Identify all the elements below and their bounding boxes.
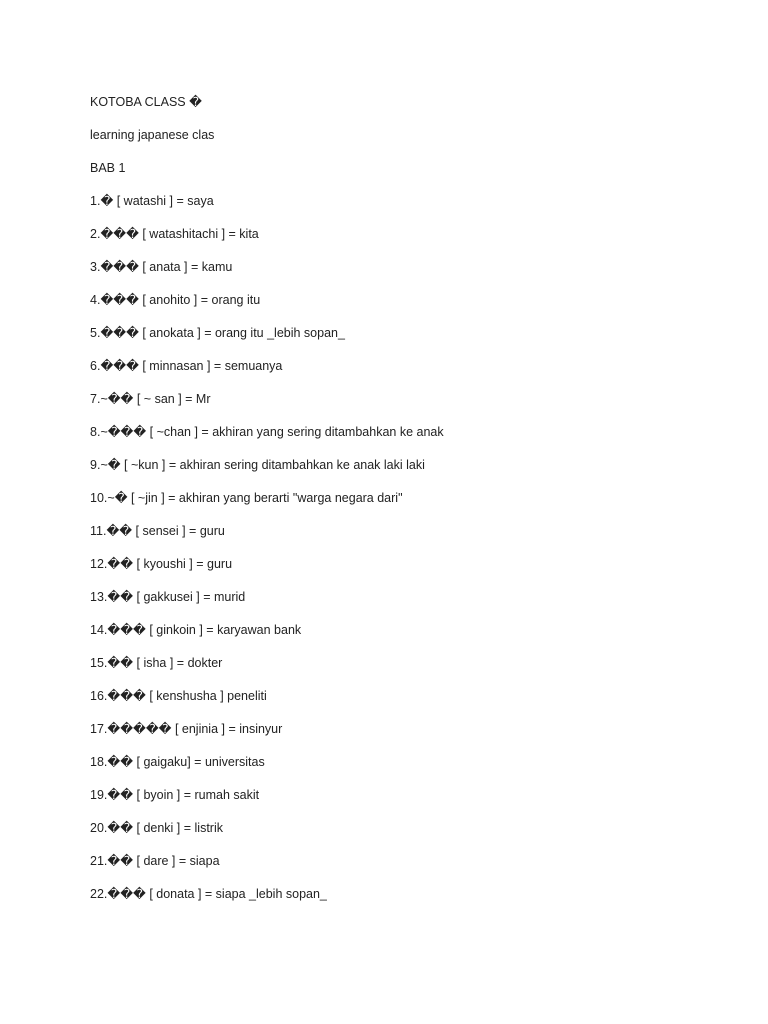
item-text: ��� [ ginkoin ] = karyawan bank bbox=[107, 623, 302, 637]
vocab-item bbox=[90, 191, 730, 224]
item-number: 10. bbox=[90, 491, 108, 505]
item-number: 17. bbox=[90, 722, 108, 736]
item-number: 2. bbox=[90, 227, 101, 241]
document-body bbox=[90, 92, 730, 917]
item-text: ~�� [ ~ san ] = Mr bbox=[100, 392, 211, 406]
item-text: �� [ sensei ] = guru bbox=[106, 524, 225, 538]
item-text: �� [ dare ] = siapa bbox=[107, 854, 220, 868]
vocab-item bbox=[90, 851, 730, 884]
item-text: ��� [ watashitachi ] = kita bbox=[100, 227, 259, 241]
item-number: 16. bbox=[90, 689, 108, 703]
vocab-item bbox=[90, 323, 730, 356]
item-text: �� [ kyoushi ] = guru bbox=[107, 557, 233, 571]
item-text: ��� [ anohito ] = orang itu bbox=[100, 293, 261, 307]
item-number: 3. bbox=[90, 260, 101, 274]
item-text: ~� [ ~jin ] = akhiran yang berarti "warga negara dari" bbox=[107, 491, 403, 505]
item-text: �� [ byoin ] = rumah sakit bbox=[107, 788, 260, 802]
vocab-item bbox=[90, 389, 730, 422]
item-number: 14. bbox=[90, 623, 108, 637]
item-text: ~� [ ~kun ] = akhiran sering ditambahkan ke anak laki laki bbox=[100, 458, 425, 472]
vocab-item bbox=[90, 224, 730, 257]
item-text: ~��� [ ~chan ] = akhiran yang sering ditambahkan ke anak bbox=[100, 425, 444, 439]
item-text: ��� [ minnasan ] = semuanya bbox=[100, 359, 283, 373]
item-text: � [ watashi ] = saya bbox=[100, 194, 214, 208]
vocab-item bbox=[90, 422, 730, 455]
item-text: ��� [ donata ] = siapa _lebih sopan_ bbox=[107, 887, 327, 901]
vocab-item bbox=[90, 719, 730, 752]
document-title: KOTOBA CLASS � bbox=[90, 95, 202, 109]
item-text: �� [ isha ] = dokter bbox=[107, 656, 223, 670]
item-number: 20. bbox=[90, 821, 108, 835]
vocab-item bbox=[90, 653, 730, 686]
vocab-item bbox=[90, 290, 730, 323]
item-number: 22. bbox=[90, 887, 108, 901]
item-number: 21. bbox=[90, 854, 108, 868]
vocab-item bbox=[90, 356, 730, 389]
item-number: 8. bbox=[90, 425, 101, 439]
item-text: �� [ denki ] = listrik bbox=[107, 821, 223, 835]
vocab-item bbox=[90, 752, 730, 785]
section-heading: BAB 1 bbox=[90, 161, 126, 175]
item-number: 7. bbox=[90, 392, 101, 406]
item-number: 12. bbox=[90, 557, 108, 571]
item-number: 19. bbox=[90, 788, 108, 802]
item-number: 11. bbox=[90, 524, 107, 538]
item-text: �� [ gaigaku] = universitas bbox=[107, 755, 265, 769]
vocab-item bbox=[90, 521, 730, 554]
item-text: ����� [ enjinia ] = insinyur bbox=[107, 722, 283, 736]
vocab-item bbox=[90, 884, 730, 917]
item-text: �� [ gakkusei ] = murid bbox=[107, 590, 246, 604]
document-subtitle: learning japanese clas bbox=[90, 128, 215, 142]
item-number: 5. bbox=[90, 326, 101, 340]
item-number: 6. bbox=[90, 359, 101, 373]
vocab-item bbox=[90, 686, 730, 719]
vocab-item bbox=[90, 818, 730, 851]
vocab-item bbox=[90, 587, 730, 620]
item-number: 18. bbox=[90, 755, 108, 769]
item-number: 4. bbox=[90, 293, 101, 307]
vocab-item bbox=[90, 620, 730, 653]
vocab-item bbox=[90, 785, 730, 818]
item-number: 9. bbox=[90, 458, 101, 472]
item-number: 13. bbox=[90, 590, 108, 604]
item-number: 1. bbox=[90, 194, 101, 208]
item-number: 15. bbox=[90, 656, 108, 670]
vocab-item bbox=[90, 455, 730, 488]
vocab-item bbox=[90, 257, 730, 290]
item-text: ��� [ anata ] = kamu bbox=[100, 260, 233, 274]
item-text: ��� [ anokata ] = orang itu _lebih sopan_ bbox=[100, 326, 345, 340]
vocab-item bbox=[90, 554, 730, 587]
vocab-item bbox=[90, 488, 730, 521]
item-text: ��� [ kenshusha ] peneliti bbox=[107, 689, 267, 703]
